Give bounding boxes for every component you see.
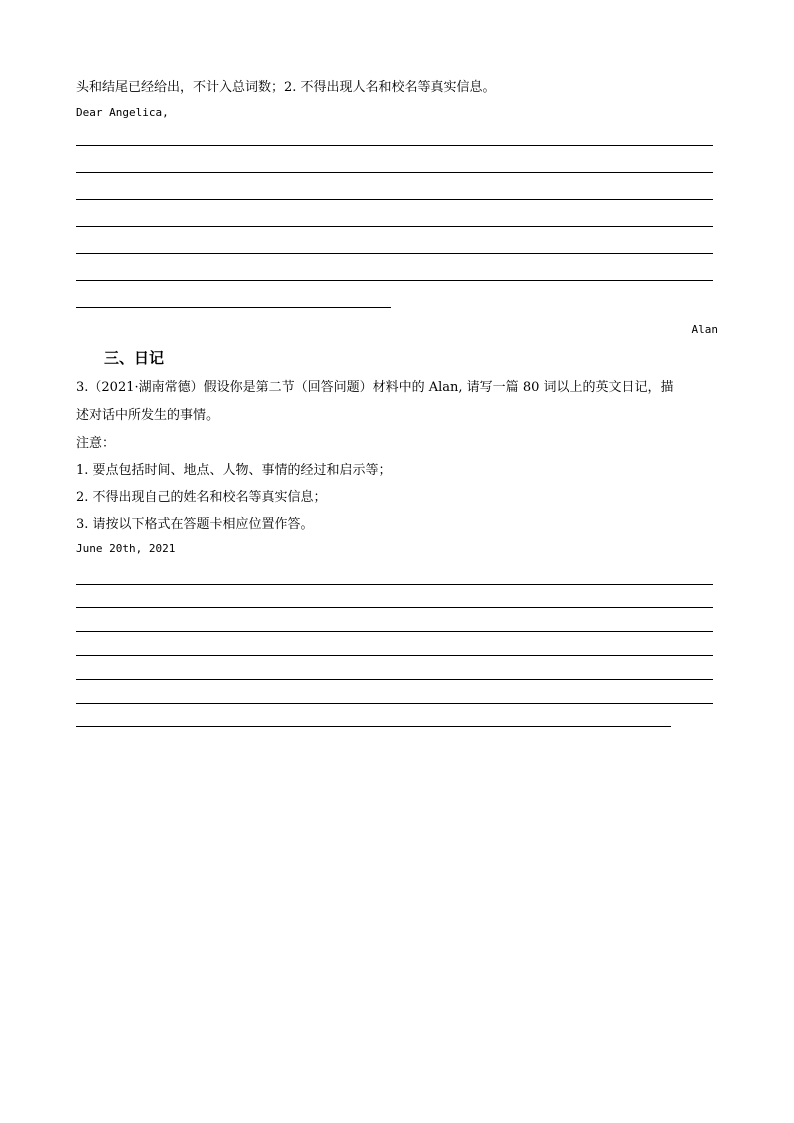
answer-line — [76, 631, 713, 632]
question-text-line-2: 述对话中所发生的事情。 — [76, 408, 220, 423]
answer-line — [76, 726, 671, 727]
diary-date: June 20th, 2021 — [76, 542, 176, 555]
note-item: 3. 请按以下格式在答题卡相应位置作答。 — [76, 517, 314, 532]
instruction-continuation: 头和结尾已经给出，不计入总词数；2. 不得出现人名和校名等真实信息。 — [76, 80, 496, 95]
answer-line — [76, 145, 713, 146]
section-heading: 三、日记 — [104, 349, 165, 367]
answer-line — [76, 199, 713, 200]
note-item: 2. 不得出现自己的姓名和校名等真实信息； — [76, 490, 327, 505]
answer-line — [76, 226, 713, 227]
question-text-line-1: 3.（2021·湖南常德）假设你是第二节（回答问题）材料中的 Alan, 请写一篇 80 词以上的英文日记，描 — [76, 380, 674, 395]
answer-line — [76, 307, 391, 308]
answer-line — [76, 584, 713, 585]
answer-line — [76, 253, 713, 254]
answer-line — [76, 703, 713, 704]
note-item: 1. 要点包括时间、地点、人物、事情的经过和启示等； — [76, 463, 392, 478]
letter-signature: Alan — [691, 323, 718, 336]
answer-line — [76, 679, 713, 680]
answer-line — [76, 607, 713, 608]
answer-line — [76, 655, 713, 656]
letter-salutation: Dear Angelica, — [76, 106, 169, 119]
answer-line — [76, 280, 713, 281]
notes-title: 注意： — [76, 436, 116, 451]
answer-line — [76, 172, 713, 173]
